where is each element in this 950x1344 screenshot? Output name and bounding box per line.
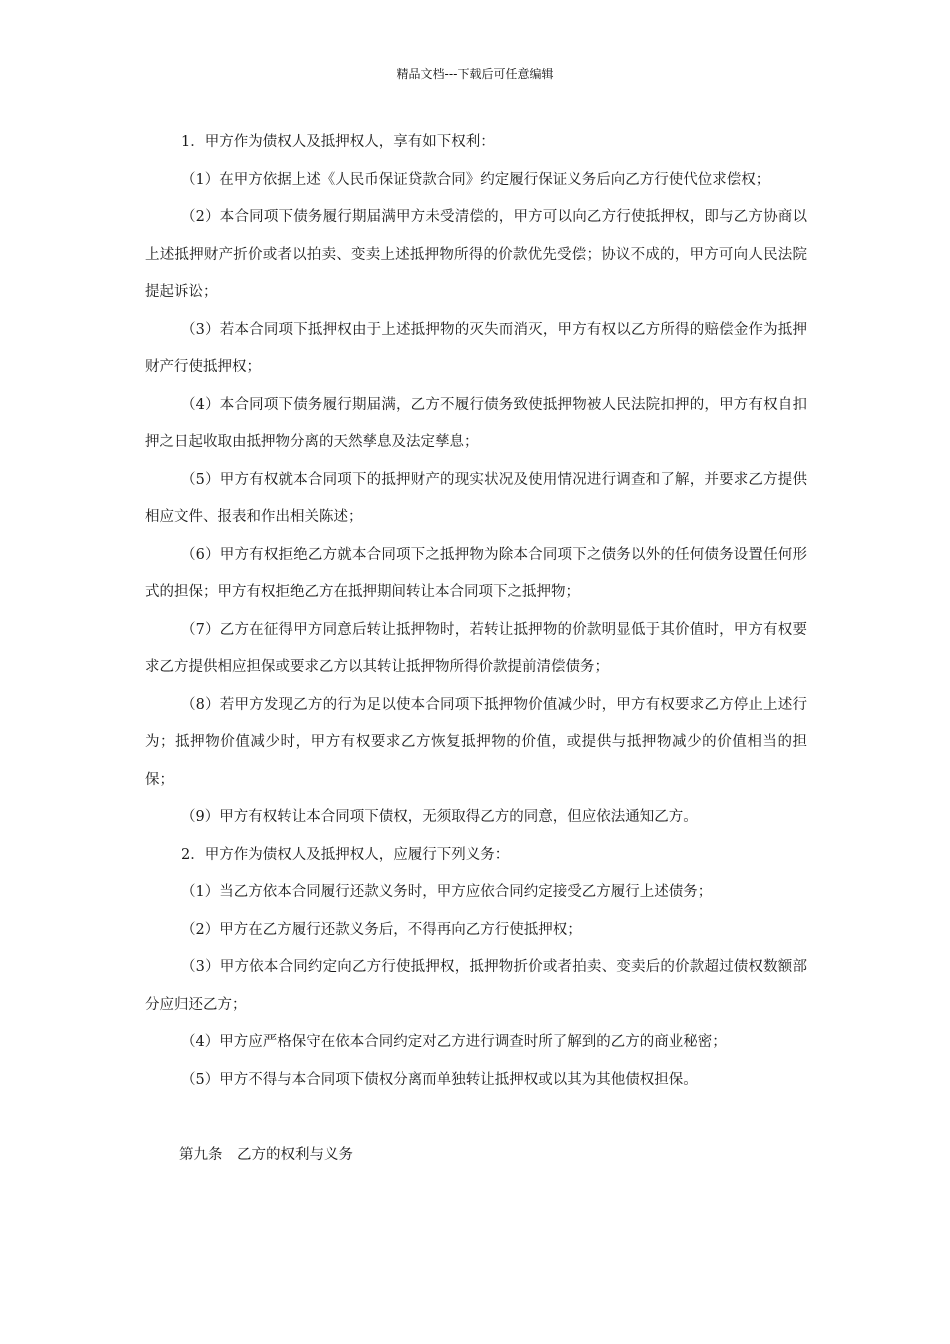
paragraph-obligation-2: （2）甲方在乙方履行还款义务后，不得再向乙方行使抵押权； (181, 921, 582, 938)
paragraph-right-3: （3）若本合同项下抵押权由于上述抵押物的灭失而消灭，甲方有权以乙方所得的赔偿金作为抵押财产行使抵押权； (145, 321, 807, 375)
paragraph-right-5: （5）甲方有权就本合同项下的抵押财产的现实状况及使用情况进行调查和了解，并要求乙方提供相应文件、报表和作出相关陈述； (145, 471, 807, 525)
paragraph-obligations-intro: 2．甲方作为债权人及抵押权人，应履行下列义务： (181, 846, 510, 863)
document-body (145, 124, 807, 1174)
paragraph-obligation-5: （5）甲方不得与本合同项下债权分离而单独转让抵押权或以其为其他债权担保。 (181, 1071, 698, 1088)
article-heading: 第九条 乙方的权利与义务 (179, 1146, 353, 1163)
paragraph-right-4: （4）本合同项下债务履行期届满，乙方不履行债务致使抵押物被人民法院扣押的，甲方有权自扣押之日起收取由抵押物分离的天然孳息及法定孳息； (145, 396, 807, 450)
page-header: 精品文档---下载后可任意编辑 (396, 67, 554, 81)
paragraph-right-8: （8）若甲方发现乙方的行为足以使本合同项下抵押物价值减少时，甲方有权要求乙方停止上述行为；抵押物价值减少时，甲方有权要求乙方恢复抵押物的价值，或提供与抵押物减少的价值相当的担保； (145, 696, 807, 788)
paragraph-right-7: （7）乙方在征得甲方同意后转让抵押物时，若转让抵押物的价款明显低于其价值时，甲方有权要求乙方提供相应担保或要求乙方以其转让抵押物所得价款提前清偿债务； (145, 621, 807, 675)
paragraph-right-1: （1）在甲方依据上述《人民币保证贷款合同》约定履行保证义务后向乙方行使代位求偿权； (181, 171, 771, 188)
paragraph-right-6: （6）甲方有权拒绝乙方就本合同项下之抵押物为除本合同项下之债务以外的任何债务设置任何形式的担保；甲方有权拒绝乙方在抵押期间转让本合同项下之抵押物； (145, 546, 807, 600)
paragraph-right-2: （2）本合同项下债务履行期届满甲方未受清偿的，甲方可以向乙方行使抵押权，即与乙方协商以上述抵押财产折价或者以拍卖、变卖上述抵押物所得的价款优先受偿；协议不成的，甲方可向人民法院提起诉讼； (145, 209, 807, 300)
paragraph-obligation-4: （4）甲方应严格保守在依本合同约定对乙方进行调查时所了解到的乙方的商业秘密； (181, 1034, 727, 1050)
paragraph-obligation-1: （1）当乙方依本合同履行还款义务时，甲方应依合同约定接受乙方履行上述债务； (181, 884, 713, 900)
paragraph-right-9: （9）甲方有权转让本合同项下债权，无须取得乙方的同意，但应依法通知乙方。 (181, 809, 698, 825)
paragraph-rights-intro: 1．甲方作为债权人及抵押权人，享有如下权利： (181, 134, 495, 150)
paragraph-obligation-3: （3）甲方依本合同约定向乙方行使抵押权，抵押物折价或者拍卖、变卖后的价款超过债权数额部分应归还乙方； (145, 959, 807, 1013)
section-spacer (145, 1099, 807, 1137)
